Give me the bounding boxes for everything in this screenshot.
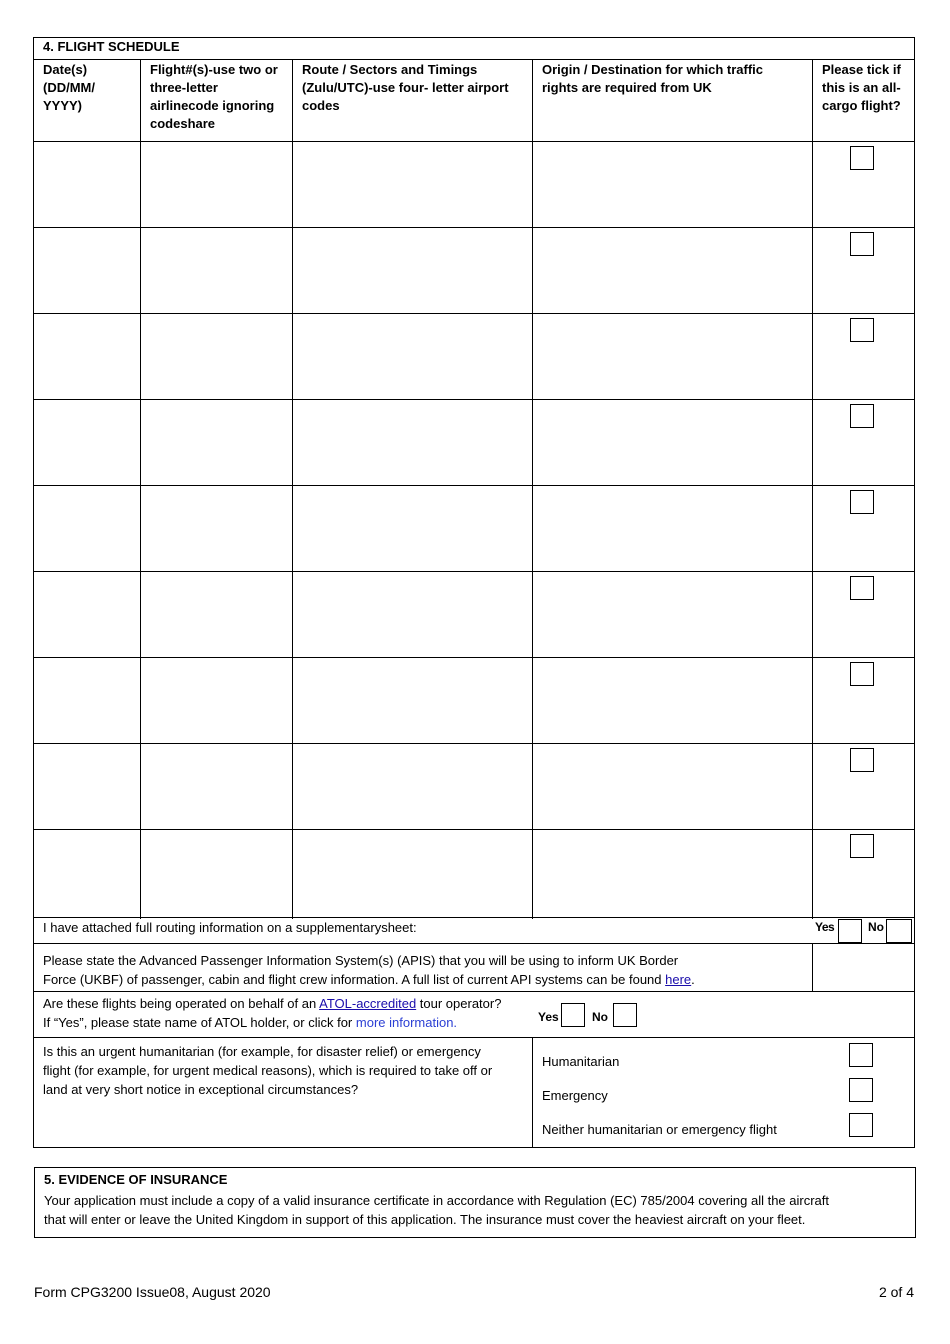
date-cell[interactable] xyxy=(40,404,134,481)
page-number: 2 of 4 xyxy=(878,1284,914,1300)
flight-cell[interactable] xyxy=(147,232,286,309)
all-cargo-checkbox[interactable] xyxy=(850,232,874,256)
route-cell[interactable] xyxy=(299,232,526,309)
route-cell[interactable] xyxy=(299,662,526,739)
apis-suffix: . xyxy=(691,972,695,987)
row-divider xyxy=(33,399,915,400)
insurance-title: 5. EVIDENCE OF INSURANCE xyxy=(44,1172,228,1187)
apis-line1: Please state the Advanced Passenger Information System(s) (APIS) that you will be using to inform UK Border xyxy=(43,953,679,968)
table-bottom-border xyxy=(33,1147,915,1148)
origin-destination-cell[interactable] xyxy=(539,490,806,567)
origin-destination-cell[interactable] xyxy=(539,834,806,911)
row-divider xyxy=(33,829,915,830)
urgent-question xyxy=(43,1042,533,1099)
col-divider xyxy=(532,59,533,919)
row-divider xyxy=(33,571,915,572)
all-cargo-checkbox[interactable] xyxy=(850,404,874,428)
supplementary-yes-checkbox[interactable] xyxy=(838,919,862,943)
all-cargo-checkbox[interactable] xyxy=(850,662,874,686)
route-cell[interactable] xyxy=(299,576,526,653)
col-divider xyxy=(812,59,813,919)
atol-yes-label: Yes xyxy=(538,1010,559,1024)
row-divider xyxy=(33,657,915,658)
supplementary-no-checkbox[interactable] xyxy=(886,919,912,943)
route-cell[interactable] xyxy=(299,318,526,395)
option-humanitarian-checkbox[interactable] xyxy=(849,1043,873,1067)
atol-line1-suffix: tour operator? xyxy=(419,996,502,1011)
date-cell[interactable] xyxy=(40,748,134,825)
column-header-origin-destination: Origin / Destination for which traffic rights are required from UK xyxy=(542,62,764,95)
column-header-all-cargo: Please tick if this is an all-cargo flight? xyxy=(822,62,901,113)
route-cell[interactable] xyxy=(299,146,526,223)
option-emergency-checkbox[interactable] xyxy=(849,1078,873,1102)
column-header-date: Date(s) (DD/MM/ YYYY) xyxy=(43,62,95,113)
insurance-section xyxy=(34,1167,916,1238)
date-cell[interactable] xyxy=(40,490,134,567)
route-cell[interactable] xyxy=(299,404,526,481)
flight-cell[interactable] xyxy=(147,576,286,653)
date-cell[interactable] xyxy=(40,576,134,653)
col-divider xyxy=(292,59,293,919)
col-divider xyxy=(140,59,141,919)
urgent-line3: land at very short notice in exceptional circumstances? xyxy=(43,1082,359,1097)
all-cargo-checkbox[interactable] xyxy=(850,146,874,170)
apis-here-link[interactable]: here xyxy=(665,972,692,987)
all-cargo-checkbox[interactable] xyxy=(850,318,874,342)
date-cell[interactable] xyxy=(40,318,134,395)
atol-line1-prefix: Are these flights being operated on behalf of an xyxy=(43,996,317,1011)
title-divider xyxy=(33,59,915,60)
all-cargo-checkbox[interactable] xyxy=(850,748,874,772)
row-divider xyxy=(33,1037,915,1038)
route-cell[interactable] xyxy=(299,748,526,825)
option-neither-label: Neither humanitarian or emergency flight xyxy=(542,1122,777,1137)
atol-line2-prefix: If “Yes”, please state name of ATOL holder, or click for xyxy=(43,1015,353,1030)
flight-cell[interactable] xyxy=(147,318,286,395)
header-divider xyxy=(33,141,915,142)
flight-cell[interactable] xyxy=(147,404,286,481)
table-right-border xyxy=(914,37,915,1148)
flight-cell[interactable] xyxy=(147,490,286,567)
atol-no-label: No xyxy=(592,1010,608,1024)
flight-cell[interactable] xyxy=(147,834,286,911)
atol-no-checkbox[interactable] xyxy=(613,1003,637,1027)
col-divider xyxy=(532,1037,533,1148)
origin-destination-cell[interactable] xyxy=(539,318,806,395)
option-neither-checkbox[interactable] xyxy=(849,1113,873,1137)
form-identifier: Form CPG3200 Issue08, August 2020 xyxy=(34,1284,271,1300)
insurance-line2: that will enter or leave the United Kingdom in support of this application. The insurance must cover the heaviest aircraft on your fleet. xyxy=(44,1212,806,1227)
origin-destination-cell[interactable] xyxy=(539,748,806,825)
origin-destination-cell[interactable] xyxy=(539,404,806,481)
more-information-link[interactable]: more information. xyxy=(355,1015,458,1030)
col-divider xyxy=(812,943,813,991)
all-cargo-checkbox[interactable] xyxy=(850,490,874,514)
atol-line1 xyxy=(43,994,543,1013)
column-header-route: Route / Sectors and Timings (Zulu/UTC)-use four- letter airport codes xyxy=(302,62,509,113)
row-divider xyxy=(33,313,915,314)
all-cargo-checkbox[interactable] xyxy=(850,576,874,600)
flight-cell[interactable] xyxy=(147,662,286,739)
row-divider xyxy=(33,227,915,228)
date-cell[interactable] xyxy=(40,834,134,911)
apis-input[interactable] xyxy=(814,946,912,988)
option-emergency-label: Emergency xyxy=(542,1088,608,1103)
apis-text xyxy=(43,951,813,989)
supplementary-text: I have attached full routing information on a supplementarysheet: xyxy=(43,920,417,935)
date-cell[interactable] xyxy=(40,146,134,223)
atol-accredited-link[interactable]: ATOL-accredited xyxy=(319,996,417,1011)
origin-destination-cell[interactable] xyxy=(539,146,806,223)
supplementary-no-label: No xyxy=(868,920,884,934)
urgent-line2: flight (for example, for urgent medical reasons), which is required to take off or xyxy=(43,1063,493,1078)
date-cell[interactable] xyxy=(40,662,134,739)
column-header-flight: Flight#(s)-use two or three-letter airlinecode ignoring codeshare xyxy=(150,62,278,131)
atol-yes-checkbox[interactable] xyxy=(561,1003,585,1027)
insurance-body xyxy=(44,1191,910,1229)
apis-line2: Force (UKBF) of passenger, cabin and flight crew information. A full list of current API systems can be found xyxy=(43,972,662,987)
flight-cell[interactable] xyxy=(147,146,286,223)
origin-destination-cell[interactable] xyxy=(539,232,806,309)
insurance-line1: Your application must include a copy of a valid insurance certificate in accordance with Regulation (EC) 785/2004 covering all the aircraft xyxy=(44,1193,830,1208)
row-divider xyxy=(33,943,915,944)
row-divider xyxy=(33,485,915,486)
apis-line2-wrap xyxy=(43,970,813,989)
row-divider xyxy=(33,743,915,744)
row-divider xyxy=(33,991,915,992)
supplementary-yes-label: Yes xyxy=(815,920,835,934)
urgent-line1: Is this an urgent humanitarian (for example, for disaster relief) or emergency xyxy=(43,1044,481,1059)
origin-destination-cell[interactable] xyxy=(539,662,806,739)
atol-line2 xyxy=(43,1013,543,1032)
date-cell[interactable] xyxy=(40,232,134,309)
option-humanitarian-label: Humanitarian xyxy=(542,1054,620,1069)
atol-question xyxy=(43,994,543,1032)
route-cell[interactable] xyxy=(299,490,526,567)
flight-cell[interactable] xyxy=(147,748,286,825)
route-cell[interactable] xyxy=(299,834,526,911)
table-left-border xyxy=(33,37,34,1148)
origin-destination-cell[interactable] xyxy=(539,576,806,653)
section-title: 4. FLIGHT SCHEDULE xyxy=(43,39,180,54)
all-cargo-checkbox[interactable] xyxy=(850,834,874,858)
